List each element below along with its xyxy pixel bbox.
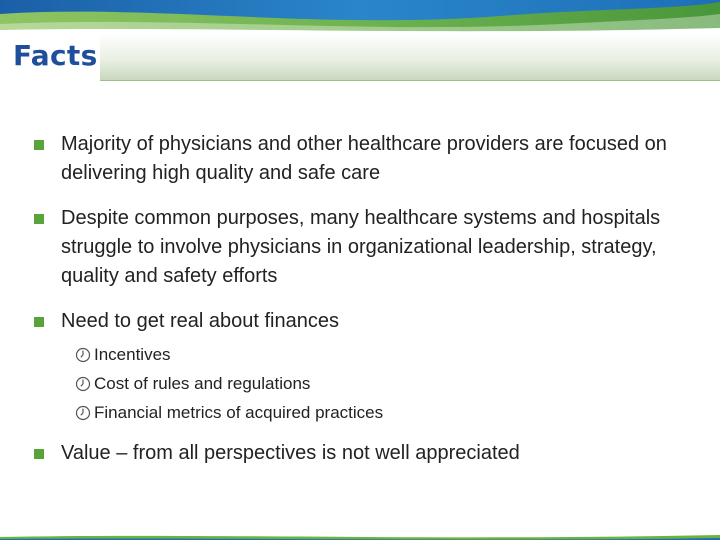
bullet-text: Need to get real about finances [61,310,339,332]
top-decorative-band [0,0,720,34]
bullet-text: Value – from all perspectives is not well appreciated [61,442,520,464]
slide-title: Facts [13,39,98,72]
clock-icon [75,405,91,421]
sub-bullet-list [34,340,674,427]
green-square-bullet-icon [34,214,44,224]
sub-bullet-text: Incentives [94,345,171,364]
bullet-text: Despite common purposes, many healthcare systems and hospitals struggle to involve physicians in organizational leadership, strategy, quality and safety efforts [61,207,661,287]
bullet-text: Majority of physicians and other healthcare providers are focused on delivering high quality and safe care [61,133,667,184]
bottom-decorative-band [0,528,720,540]
bullet-item [34,307,674,336]
sub-bullet-text: Cost of rules and regulations [94,374,311,393]
sub-bullet-item [75,340,674,369]
bullet-item [34,439,674,468]
title-underline-bar [100,34,720,81]
bullet-list [34,130,674,468]
clock-icon [75,376,91,392]
sub-bullet-text: Financial metrics of acquired practices [94,403,384,422]
green-square-bullet-icon [34,449,44,459]
bullet-item [34,204,674,291]
green-square-bullet-icon [34,140,44,150]
sub-bullet-item [75,369,674,398]
clock-icon [75,347,91,363]
bullet-item [34,130,674,188]
green-square-bullet-icon [34,317,44,327]
sub-bullet-item [75,398,674,427]
